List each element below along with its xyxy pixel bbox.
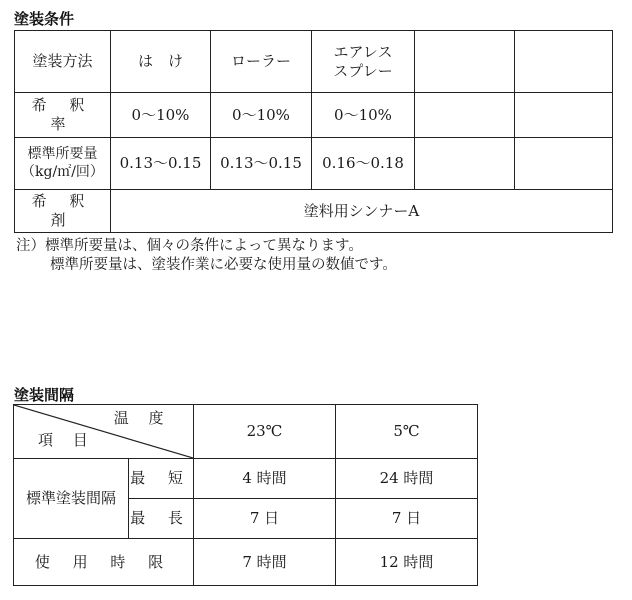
method-label: 塗装方法 (15, 31, 111, 93)
method-brush: は け (111, 31, 211, 93)
pot-life-23c: 7 時間 (194, 539, 336, 586)
standard-interval-label: 標準塗装間隔 (14, 459, 129, 539)
standard-amount-brush: 0.13～0.15 (111, 138, 211, 190)
standard-amount-row (15, 138, 613, 190)
thinner-row (15, 190, 613, 233)
thinner-value: 塗料用シンナーA (111, 190, 613, 233)
painting-interval-table (13, 404, 478, 586)
standard-amount-roller: 0.13～0.15 (211, 138, 312, 190)
painting-interval-heading: 塗装間隔 (14, 386, 75, 404)
min-23c: 4 時間 (194, 459, 336, 499)
method-empty-2 (515, 31, 613, 93)
temp-5c: 5℃ (336, 405, 478, 459)
dilution-empty-1 (415, 93, 515, 138)
standard-amount-spray: 0.16～0.18 (312, 138, 415, 190)
max-23c: 7 日 (194, 499, 336, 539)
diagonal-header-cell (14, 405, 194, 459)
note-line-1: 注）標準所要量は、個々の条件によって異なります。 (16, 238, 363, 254)
painting-conditions-table (14, 30, 613, 233)
standard-amount-label: 標準所要量 （kg/㎡/回） (15, 138, 111, 190)
standard-amount-empty-1 (415, 138, 515, 190)
dilution-brush: 0～10% (111, 93, 211, 138)
standard-amount-empty-2 (515, 138, 613, 190)
note-line-2: 標準所要量は、塗装作業に必要な使用量の数値です。 (50, 257, 397, 273)
min-label: 最 短 (129, 459, 194, 499)
dilution-spray: 0～10% (312, 93, 415, 138)
method-empty-1 (415, 31, 515, 93)
interval-header-row (14, 405, 478, 459)
pot-life-label: 使 用 時 限 (14, 539, 194, 586)
dilution-label: 希 釈 率 (15, 93, 111, 138)
pot-life-row (14, 539, 478, 586)
method-row (15, 31, 613, 93)
thinner-label: 希 釈 剤 (15, 190, 111, 233)
method-roller: ローラー (211, 31, 312, 93)
dilution-row (15, 93, 613, 138)
temperature-label: 温 度 (113, 409, 171, 427)
min-5c: 24 時間 (336, 459, 478, 499)
max-label: 最 長 (129, 499, 194, 539)
temp-23c: 23℃ (194, 405, 336, 459)
painting-conditions-heading: 塗装条件 (14, 10, 75, 28)
max-5c: 7 日 (336, 499, 478, 539)
interval-min-row (14, 459, 478, 499)
dilution-empty-2 (515, 93, 613, 138)
item-label: 項 目 (38, 431, 96, 450)
dilution-roller: 0～10% (211, 93, 312, 138)
pot-life-5c: 12 時間 (336, 539, 478, 586)
method-airless-spray: エアレス スプレー (312, 31, 415, 93)
